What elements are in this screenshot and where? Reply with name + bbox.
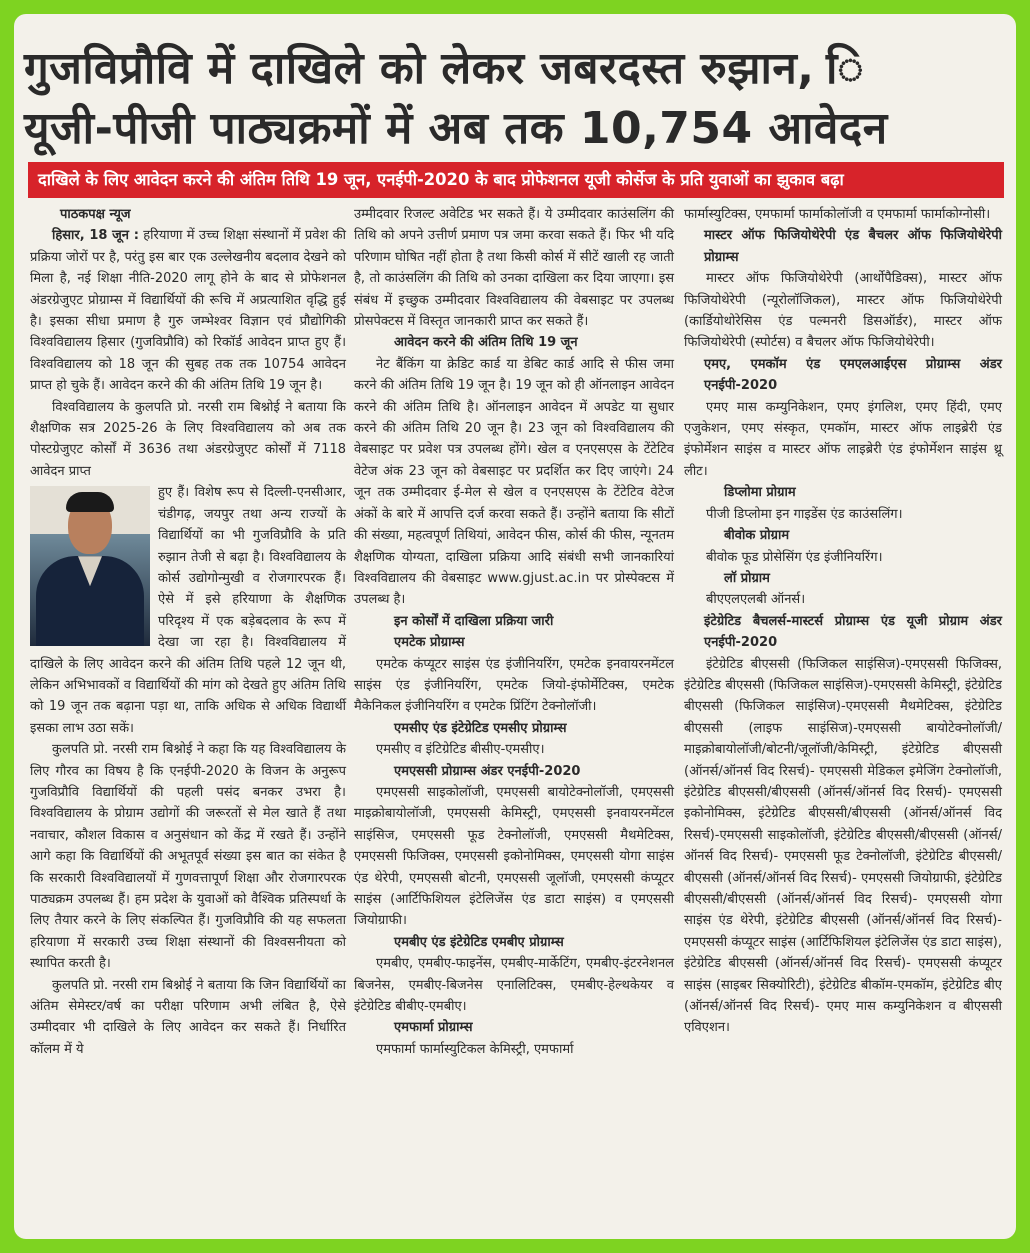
subheading-law: लॉ प्रोग्राम xyxy=(724,570,770,586)
subheading-last-date: आवेदन करने की अंतिम तिथि 19 जून xyxy=(394,335,578,351)
col3-paragraph-diploma: पीजी डिप्लोमा इन गाइडेंस एंड काउंसलिंग। xyxy=(706,506,903,522)
col2-paragraph-msc: एमएससी साइकोलॉजी, एमएससी बायोटेक्नोलॉजी, एमएससी माइक्रोबायोलॉजी, एमएससी केमिस्ट्री, एमएससी इनवायरनमेंटल साइंसिज, एमएससी फूड टेक्नोलॉजी, एमएससी मैथमेटिक्स, एमएससी फिजिक्स, एमएससी इकोनोमिक्स, एमएससी योगा साइंस एंड थेरेपी, एमएससी बोटनी, एमएससी जूलॉजी, एमएससी कंप्यूटर साइंस (आर्टिफिशियल इंटेलिजेंस एंड डाटा साइंस) व एमएससी जियोग्राफी। xyxy=(354,784,674,929)
col3-paragraph-1: फार्मास्युटिक्स, एमफार्मा फार्माकोलॉजी व एमफार्मा फार्माकोग्नोसी। xyxy=(684,207,991,222)
col3-paragraph-law: बीएएलएलबी ऑनर्स। xyxy=(706,592,806,608)
column-3 xyxy=(684,204,1002,1039)
news-source: पाठकपक्ष न्यूज xyxy=(60,207,131,222)
newspaper-clipping xyxy=(14,14,1016,1239)
subheadline-banner: दाखिले के लिए आवेदन करने की अंतिम तिथि 19 जून, एनईपी-2020 के बाद प्रोफेशनल यूजी कोर्सेज के प्रति युवाओं का झुकाव बढ़ा xyxy=(28,162,1004,198)
paragraph-4: कुलपति प्रो. नरसी राम बिश्नोई ने बताया कि जिन विद्यार्थियों का अंतिम सेमेस्टर/वर्ष का परीक्षा परिणाम अभी लंबित है, ऐसे उम्मीदवार भी दाखिले के लिए आवेदन कर सकते हैं। निर्धारित कॉलम में ये xyxy=(30,977,346,1057)
subheading-mpharma: एमफार्मा प्रोग्राम्स xyxy=(394,1020,473,1036)
col3-paragraph-integrated: इंटेग्रेटिड बीएससी (फिजिकल साइंसिज)-एमएससी फिजिक्स, इंटेग्रेटिड बीएससी (फिजिकल साइंसिज)-एमएससी केमिस्ट्री, इंटेग्रेटिड बीएससी (फिजिकल साइंसिज)-एमएससी मैथमेटिक्स, इंटेग्रेटिड बीएससी (लाइफ साइंसिज)-एमएससी बायोटेक्नोलॉजी/माइक्रोबायोलॉजी/बोटनी/जूलॉजी/केमिस्ट्री, इंटेग्रेटिड बीएससी (ऑनर्स/ऑनर्स विद रिसर्च)- एमएससी मेडिकल इमेजिंग टेक्नोलॉजी, इंटेग्रेटिड बीएससी/बीएससी (ऑनर्स/ऑनर्स विद रिसर्च)- एमएससी इकोनोमिक्स, इंटेग्रेटिड बीएससी/बीएससी (ऑनर्स/ऑनर्स विद रिसर्च)-एमएससी साइकोलॉजी, इंटेग्रेटिड बीएससी/बीएससी (ऑनर्स/ऑनर्स विद रिसर्च)- एमएससी फूड टेक्नोलॉजी, इंटेग्रेटिड बीएससी/बीएससी (ऑनर्स/ऑनर्स विद रिसर्च)- एमएससी जियोग्राफी, इंटेग्रेटिड बीएससी/बीएससी (ऑनर्स/ऑनर्स विद रिसर्च)- एमएससी योगा साइंस एंड थेरेपी, इंटेग्रेटिड बीएससी (ऑनर्स/ऑनर्स विद रिसर्च)- एमएससी कंप्यूटर साइंस (आर्टिफिशियल इंटेलिजेंस एंड डाटा साइंस), इंटेग्रेटिड बीएससी (ऑनर्स/ऑनर्स विद रिसर्च)- एमएससी कंप्यूटर साइंस (साइबर सिक्योरिटी), इंटेग्रेटिड बीकॉम-एमकॉम, इंटेग्रेटिड बीए (ऑनर्स/ऑनर्स विद रिसर्च)- एमए मास कम्युनिकेशन व बीएससी एविएशन। xyxy=(684,656,1002,1036)
subheading-physio: मास्टर ऑफ फिजियोथेरेपी एंड बैचलर ऑफ फिजियोथेरेपी प्रोग्राम्स xyxy=(704,228,1002,265)
subheading-ma: एमए, एमकॉम एंड एमएलआईएस प्रोग्राम्स अंडर एनईपी-2020 xyxy=(704,356,1002,394)
col2-paragraph-1: उम्मीदवार रिजल्ट अवेटिड भर सकते हैं। ये उम्मीदवार काउंसलिंग की तिथि को अपने उत्तीर्ण प्रमाण पत्र जमा करवा सकते हैं। फिर भी यदि परिणाम घोषित नहीं होता है तथा किसी कोर्स में सीटें खाली रह जाती है, तो काउंसलिंग की तिथि को उनका दाखिला कर दिया जाएगा। इस संबंध में इच्छुक उम्मीदवार विश्वविद्यालय की वेबसाइट पर उपलब्ध प्रोसपेक्टस में विस्तृत जानकारी प्राप्त कर सकते हैं। xyxy=(354,207,674,330)
column-1 xyxy=(30,204,346,1060)
headline-line-1: गुजविप्रौवि में दाखिले को लेकर जबरदस्त रुझान, ि xyxy=(24,43,864,94)
col2-paragraph-mca: एमसीए व इंटिग्रेटिड बीसीए-एमसीए। xyxy=(376,742,545,758)
col3-paragraph-physio: मास्टर ऑफ फिजियोथेरेपी (आर्थोपैडिक्स), मास्टर ऑफ फिजियोथेरेपी (न्यूरोलॉजिकल), मास्टर ऑफ फिजियोथेरेपी (कार्डियोथोरेसिस एंड पल्मनरी डिसऑर्डर), मास्टर ऑफ फिजियोथेरेपी (स्पोर्टस) व बैचलर ऑफ फिजियोथेरेपी। xyxy=(684,271,1002,351)
column-2 xyxy=(354,204,674,1060)
lead-paragraph xyxy=(30,225,346,396)
subheading-msc: एमएससी प्रोग्राम्स अंडर एनईपी-2020 xyxy=(394,763,581,779)
col3-paragraph-ma: एमए मास कम्युनिकेशन, एमए इंगलिश, एमए हिंदी, एमए एजुकेशन, एमए संस्कृत, एमकॉम, मास्टर ऑफ लाइब्रेरी एंड इंफोर्मेशन साइंस व मास्टर ऑफ लाइब्रेरी एंड इंफोर्मेशन साइंस थ्रू लीट। xyxy=(684,399,1002,479)
subheading-bvoc: बीवोक प्रोग्राम xyxy=(724,528,790,544)
col2-paragraph-2: नेट बैंकिंग या क्रेडिट कार्ड या डेबिट कार्ड आदि से फीस जमा करने की अंतिम तिथि 19 जून है। 19 जून को ही ऑनलाइन आवेदन करने की अंतिम तिथि है। ऑनलाइन आवेदन में अपडेट या सुधार करने की अंतिम तिथि 20 जून है। 23 जून को विश्वविद्यालय की वेबसाइट पर प्रवेश पत्र उपलब्ध होंगे। खेल व एनएसएस के टेंटेटिव वेटेज अंक 23 जून को वेबसाइट पर प्रदर्शित कर दिए जाएंगे। 24 जून तक उम्मीदवार ई-मेल से खेल व एनएसएस के टेंटेटिव वेटेज अंकों के बारे में आपत्ति दर्ज करवा सकते हैं। उन्होंने बताया कि सीटों की संख्या, महत्वपूर्ण तिथियां, आवेदन फीस, कोर्स की फीस, न्यूनतम शैक्षणिक योग्यता, दाखिला प्रक्रिया आदि संबंधी सभी जानकारियां विश्वविद्यालय की वेबसाइट www.gjust.ac.in पर प्रोस्पेक्टस में उपलब्ध है। xyxy=(354,356,674,608)
lead-text: हरियाणा में उच्च शिक्षा संस्थानों में प्रवेश की प्रक्रिया जोरों पर है, परंतु इस बार एक उल्लेखनीय बदलाव देखने को मिला है, नई शिक्षा नीति-2020 लागू होने के बाद से प्रोफेशनल अंडरग्रेजुएट प्रोग्राम्स में विद्यार्थियों की रूचि में अप्रत्याशित वृद्धि हुई है। इसका सीधा प्रमाण है गुरु जम्भेश्वर विज्ञान एवं प्रौद्योगिकी विश्वविद्यालय हिसार (गुजविप्रौवि) को रिकॉर्ड आवेदन प्राप्त हुए हैं। विश्वविद्यालय को 18 जून की सुबह तक तक 10754 आवेदन प्राप्त हो चुके हैं। आवेदन करने की की अंतिम तिथि 19 जून है। xyxy=(30,228,346,394)
col3-paragraph-bvoc: बीवोक फूड प्रोसेसिंग एंड इंजीनियरिंग। xyxy=(706,549,883,565)
vice-chancellor-photo xyxy=(30,486,150,646)
paragraph-2a: विश्वविद्यालय के कुलपति प्रो. नरसी राम बिश्नोई ने बताया कि शैक्षणिक सत्र 2025-26 के लिए विश्वविद्यालय को अब तक पोस्टग्रेजुएट कोर्सों में 3636 तथा अंडरग्रेजुएट कोर्सों में 7118 आवेदन प्राप्त xyxy=(30,399,346,479)
subheading-mba: एमबीए एंड इंटेग्रेटिड एमबीए प्रोग्राम्स xyxy=(394,934,564,950)
paragraph-2b: हुए हैं। विशेष रूप से दिल्ली-एनसीआर, चंडीगढ़, जयपुर तथा अन्य राज्यों के विद्यार्थियों का भी गुजविप्रौवि के प्रति रुझान तेजी से बढ़ा है। विश्वविद्यालय के कोर्स उद्योगोन्मुखी व रोजगारपरक हैं। ऐसे में इसे हरियाणा के शैक्षणिक परिदृश्य में एक बड़ेबदलाव के रूप में देखा जा रहा है। विश्वविद्यालय में दाखिले के लिए आवेदन करने की अंतिम तिथि पहले 12 जून थी, लेकिन अभिभावकों व विद्यार्थियों की मांग को देखते हुए अंतिम तिथि को 19 जून तक बढ़ाना पड़ा था, ताकि अधिक से अधिक विद्यार्थी इसका लाभ उठा सकें। xyxy=(30,485,346,736)
subheading-diploma: डिप्लोमा प्रोग्राम xyxy=(724,485,796,501)
subheading-integrated: इंटेग्रेटिड बैचलर्स-मास्टर्स प्रोग्राम्स एंड यूजी प्रोग्राम अंडर एनईपी-2020 xyxy=(704,613,1002,651)
col2-paragraph-mba: एमबीए, एमबीए-फाइनेंस, एमबीए-मार्केटिंग, एमबीए-इंटरनेशनल बिजनेस, एमबीए-बिजनेस एनालिटिक्स, एमबीए-हेल्थकेयर व इंटेग्रेटिड बीबीए-एमबीए। xyxy=(354,956,674,1015)
dateline: हिसार, 18 जून : xyxy=(52,228,139,244)
col2-paragraph-mtech: एमटेक कंप्यूटर साइंस एंड इंजीनियरिंग, एमटेक इनवायरनमेंटल साइंस एंड इंजीनियरिंग, एमटेक जियो-इंफोर्मेटिक्स, एमटेक मैकेनिकल इंजीनियरिंग व एमटेक प्रिंटिंग टेक्नोलॉजी। xyxy=(354,656,674,715)
subheading-mca: एमसीए एंड इंटेग्रेटिड एमसीए प्रोग्राम्स xyxy=(394,720,567,736)
headline-line-2: यूजी-पीजी पाठ्यक्रमों में अब तक 10,754 आवेदन xyxy=(24,103,888,154)
paragraph-3: कुलपति प्रो. नरसी राम बिश्नोई ने कहा कि यह विश्वविद्यालय के लिए गौरव का विषय है कि एनईपी-2020 के विजन के अनुरूप गुजविप्रौवि विद्यार्थियों की पहली पसंद बनकर उभरा है। विश्वविद्यालय के प्रोग्राम उद्योगों की जरूरतों से मेल खाते हैं तथा नवाचार, कौशल विकास व अनुसंधान को केंद्र में रखते हैं। उन्होंने आगे कहा कि विद्यार्थियों की अभूतपूर्व संख्या इस बात का संकेत है कि सरकारी विश्वविद्यालयों में गुणवत्तापूर्ण शिक्षा और रोजगारपरक पाठ्यक्रम उपलब्ध हैं। हम प्रदेश के युवाओं को वैश्विक प्रतिस्पर्धा के लिए तैयार करने के लिए संकल्पित हैं। गुजविप्रौवि की यह सफलता हरियाणा में सरकारी उच्च शिक्षा संस्थानों की विश्वसनीयता को स्थापित करती है। xyxy=(30,742,346,972)
subheading-admission-open: इन कोर्सों में दाखिला प्रक्रिया जारी xyxy=(394,613,554,629)
col2-paragraph-mpharma: एमफार्मा फार्मास्युटिकल केमिस्ट्री, एमफार्मा xyxy=(376,1041,574,1057)
subheading-mtech: एमटेक प्रोग्राम्स xyxy=(394,635,465,651)
